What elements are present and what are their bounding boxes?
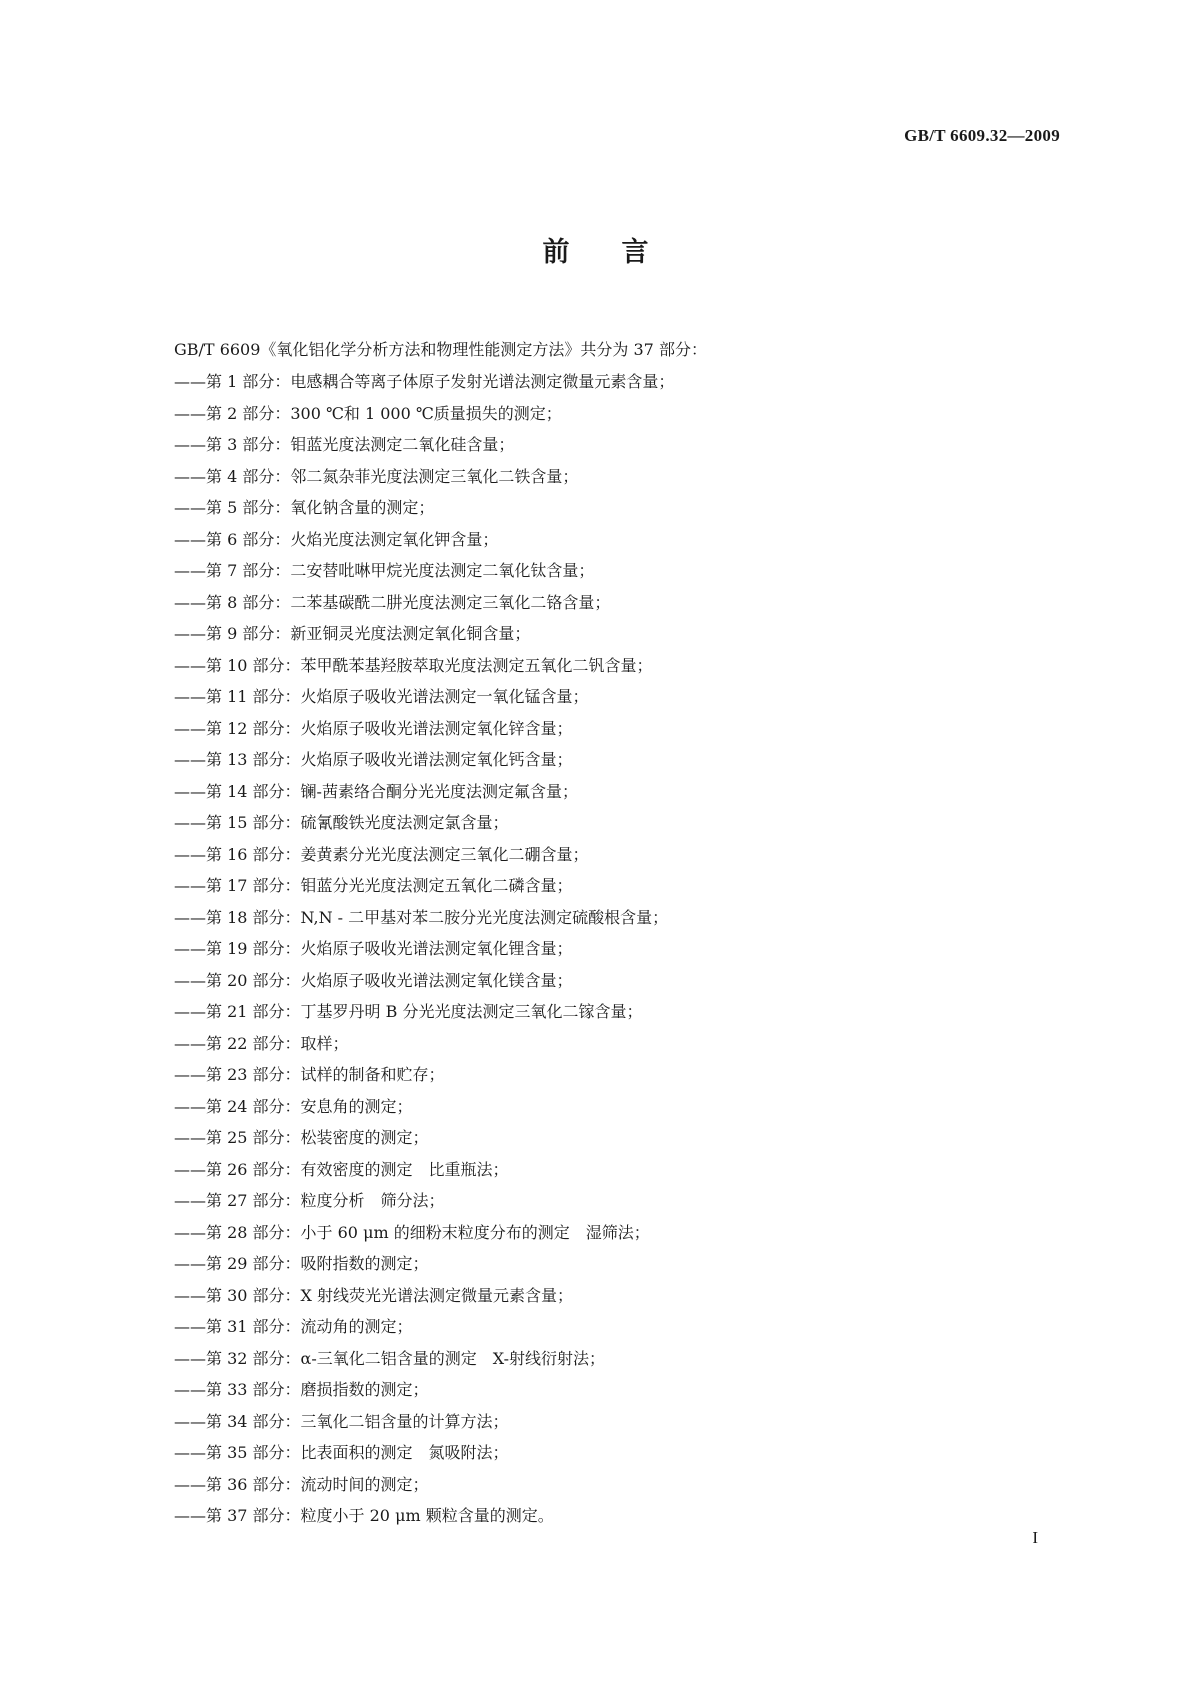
list-item: ——第 20 部分：火焰原子吸收光谱法测定氧化镁含量； [174,970,573,990]
list-item: ——第 15 部分：硫氰酸铁光度法测定氯含量； [174,813,509,832]
list-item: ——第 22 部分：取样； [174,1033,349,1053]
list-item: ——第 16 部分：姜黄素分光光度法测定三氧化二硼含量； [174,844,589,864]
list-item: ——第 35 部分：比表面积的测定 氮吸附法； [174,1443,509,1462]
list-item: ——第 26 部分：有效密度的测定 比重瓶法； [174,1159,509,1179]
list-item: ——第 13 部分：火焰原子吸收光谱法测定氧化钙含量； [174,750,573,769]
list-item: ——第 9 部分：新亚铜灵光度法测定氧化铜含量； [174,624,531,643]
page-title: 前言 [542,237,701,268]
list-item: ——第 28 部分：小于 60 μm 的细粉末粒度分布的测定 湿筛法； [174,1222,650,1242]
list-item: ——第 6 部分：火焰光度法测定氧化钾含量； [174,529,499,549]
list-item: ——第 30 部分：X 射线荧光光谱法测定微量元素含量； [174,1285,574,1305]
list-item: ——第 33 部分：磨损指数的测定； [174,1380,429,1399]
list-item: ——第 12 部分：火焰原子吸收光谱法测定氧化锌含量； [174,718,573,738]
list-item: ——第 3 部分：钼蓝光度法测定二氧化硅含量； [174,435,515,454]
list-item: ——第 27 部分：粒度分析 筛分法； [174,1191,445,1210]
list-item: ——第 7 部分：二安替吡啉甲烷光度法测定二氧化钛含量； [174,561,595,580]
list-item: ——第 11 部分：火焰原子吸收光谱法测定一氧化锰含量； [174,687,589,706]
list-item: ——第 10 部分：苯甲酰苯基羟胺萃取光度法测定五氧化二钒含量； [174,655,653,675]
list-item: ——第 5 部分：氧化钠含量的测定； [174,498,435,517]
list-item: ——第 24 部分：安息角的测定； [174,1096,413,1116]
list-item: ——第 32 部分：α-三氧化二铝含量的测定 X-射线衍射法； [174,1348,605,1368]
parts-list [174,366,1074,1532]
list-item: ——第 4 部分：邻二氮杂菲光度法测定三氧化二铁含量； [174,466,579,486]
list-item: ——第 8 部分：二苯基碳酰二肼光度法测定三氧化二铬含量； [174,592,611,612]
list-item: ——第 1 部分：电感耦合等离子体原子发射光谱法测定微量元素含量； [174,372,675,391]
list-item: ——第 2 部分：300 ℃和 1 000 ℃质量损失的测定； [174,403,562,423]
standard-code: GB/T 6609.32—2009 [904,126,1060,145]
list-item: ——第 14 部分：镧-茜素络合酮分光光度法测定氟含量； [174,781,578,801]
list-item: ——第 36 部分：流动时间的测定； [174,1474,429,1494]
list-item: ——第 18 部分：N,N - 二甲基对苯二胺分光光度法测定硫酸根含量； [174,907,669,927]
foreword-body [174,334,1074,1532]
intro-paragraph: GB/T 6609《氧化铝化学分析方法和物理性能测定方法》共分为 37 部分： [174,340,707,359]
list-item: ——第 29 部分：吸附指数的测定； [174,1254,429,1273]
list-item: ——第 23 部分：试样的制备和贮存； [174,1065,445,1084]
list-item: ——第 25 部分：松装密度的测定； [174,1128,429,1147]
list-item: ——第 31 部分：流动角的测定； [174,1317,413,1336]
list-item: ——第 21 部分：丁基罗丹明 B 分光光度法测定三氧化二镓含量； [174,1002,643,1021]
page-number: I [1032,1528,1038,1547]
list-item: ——第 37 部分：粒度小于 20 μm 颗粒含量的测定。 [174,1506,554,1525]
list-item: ——第 19 部分：火焰原子吸收光谱法测定氧化锂含量； [174,939,573,958]
list-item: ——第 17 部分：钼蓝分光光度法测定五氧化二磷含量； [174,876,573,895]
list-item: ——第 34 部分：三氧化二铝含量的计算方法； [174,1411,509,1431]
